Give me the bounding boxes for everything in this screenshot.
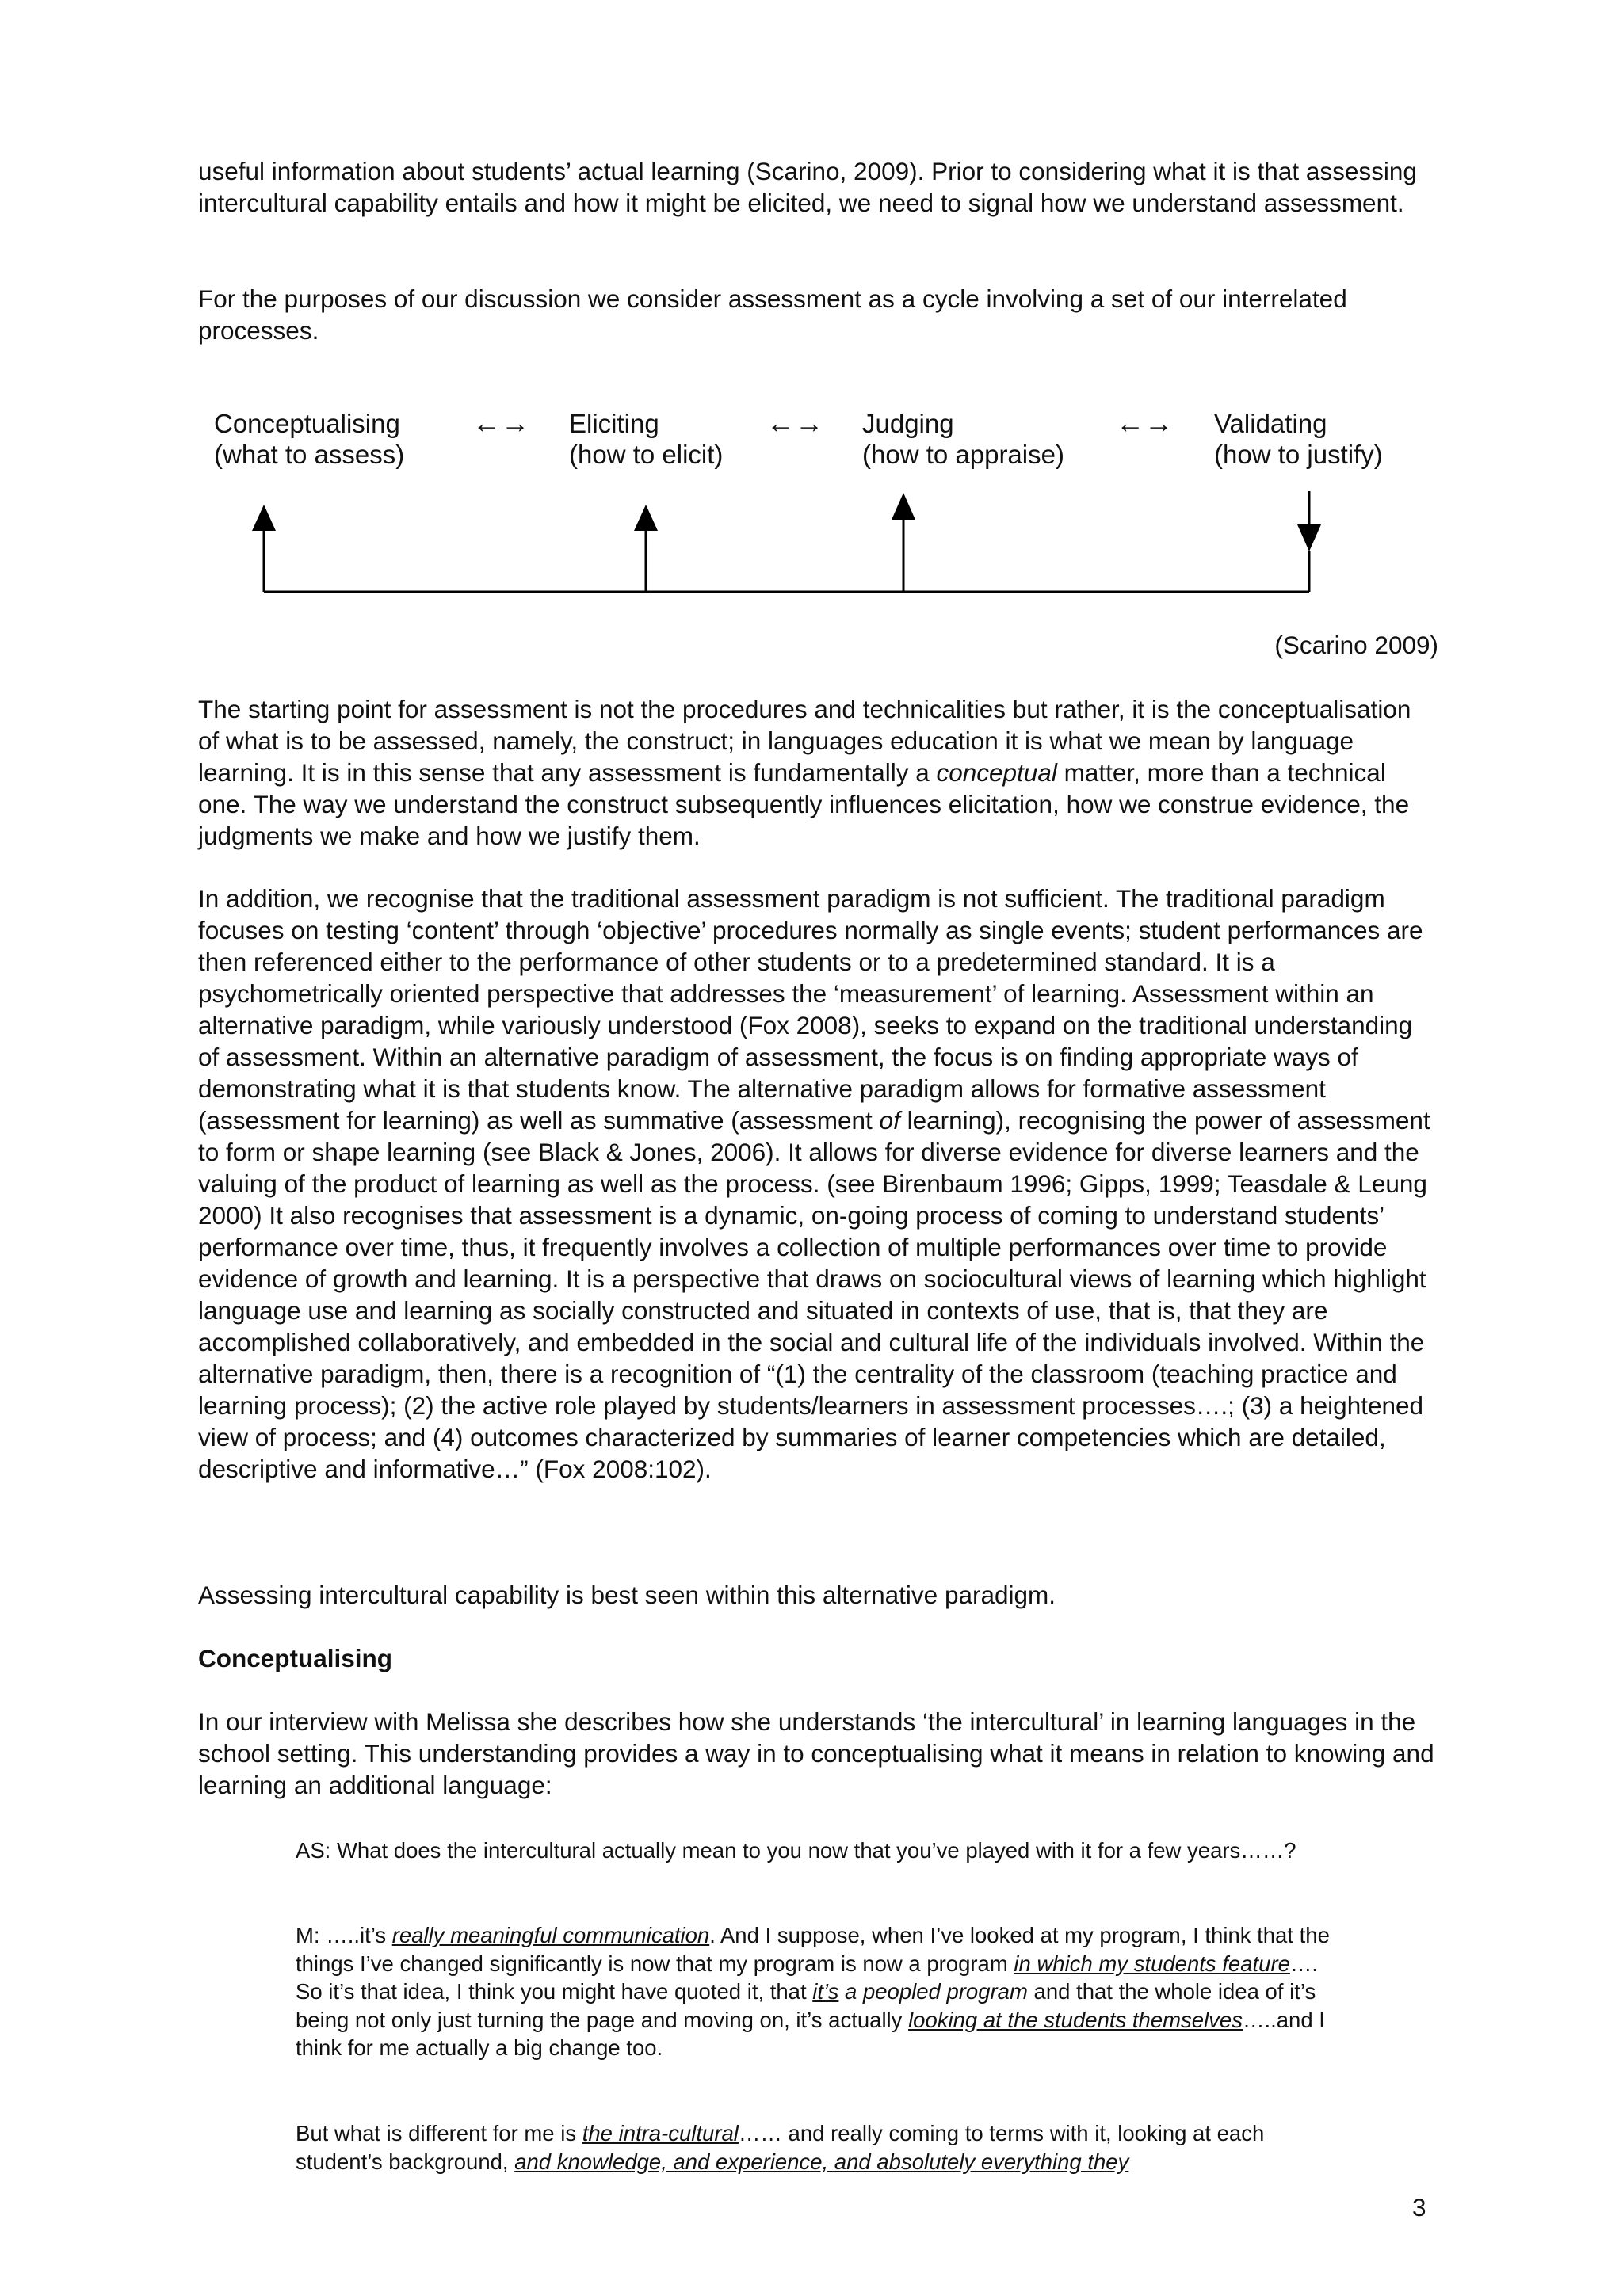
stage-name: Eliciting (569, 409, 659, 438)
paragraph-alternative-paradigm: In addition, we recognise that the traditional assessment paradigm is not sufficient. The traditional paradigm focuses on testing ‘content’ through ‘objective’ procedures normally as single events; student performances are then referenced either to the performance of other students or to a predetermined standard. It is a psychometrically oriented perspective that addresses the ‘measurement’ of learning. Assessment within an alternative paradigm, while variously understood (Fox 2008), seeks to expand on the traditional understanding of assessment. Within an alternative paradigm of assessment, the focus is on finding appropriate ways of demonstrating what it is that students know. The alternative paradigm allows for formative assessment (assessment for learning) as well as summative (assessment of learning), recognising the power of assessment to form or shape learning (see Black & Jones, 2006). It allows for diverse evidence for diverse learners and the valuing of the product of learning as well as the process. (see Birenbaum 1996; Gipps, 1999; Teasdale & Leung 2000) It also recognises that assessment is a dynamic, on-going process of coming to understand students’ performance over time, thus, it frequently involves a collection of multiple performances over time to provide evidence of growth and learning. It is a perspective that draws on sociocultural views of learning which highlight language use and learning as socially constructed and situated in contexts of use, that is, that they are accomplished collaboratively, and embedded in the social and cultural life of the individuals involved. Within the alternative paradigm, then, there is a recognition of “(1) the centrality of the classroom (teaching practice and learning process); (2) the active role played by students/learners in assessment processes….; (3) a heightened view of process; and (4) outcomes characterized by summaries of learner competencies which are detailed, descriptive and informative…” (Fox 2008:102). (198, 884, 1430, 1483)
stage-sub: (how to elicit) (569, 440, 724, 469)
bidirectional-arrow-icon: ←→ (472, 406, 529, 439)
paragraph-interview: In our interview with Melissa she describes how she understands ‘the intercultural’ in learning languages in the school setting. This understanding provides a way in to conceptualising what it means in relation to knowing and learning an additional language: (198, 1707, 1434, 1799)
stage-sub: (how to justify) (1214, 440, 1383, 469)
stage-sub: (what to assess) (214, 440, 405, 469)
bidirectional-arrow-icon: ←→ (766, 406, 823, 439)
stage-sub: (how to appraise) (862, 440, 1064, 469)
stage-name: Validating (1214, 409, 1327, 438)
down-arrow-icon (1297, 524, 1321, 551)
paragraph-assessing: Assessing intercultural capability is best seen within this alternative paradigm. (198, 1581, 1056, 1609)
interview-quote-answer: M: …..it’s really meaningful communication. And I suppose, when I’ve looked at my program, I think that the things I’ve changed significantly is now that my program is now a program in which my students feature…. So it’s that idea, I think you might have quoted it, that it’s a peopled program and that the whole idea of it’s being not only just turning the page and moving on, it’s actually looking at the students themselves…..and I think for me actually a big change too. (296, 1923, 1330, 2060)
up-arrow-icon (892, 493, 915, 520)
diagram-citation: (Scarino 2009) (1274, 631, 1438, 659)
feedback-arrows (0, 0, 1623, 634)
up-arrow-icon (252, 505, 276, 531)
stage-name: Conceptualising (214, 409, 400, 438)
section-heading: Conceptualising (198, 1644, 393, 1672)
up-arrow-icon (634, 505, 658, 531)
interview-quote-continued: But what is different for me is the intra-cultural…… and really coming to terms with it, looking at each student’s background, and knowledge, and experience, and absolutely everything they (296, 2121, 1265, 2174)
interview-quote-question: AS: What does the intercultural actually mean to you now that you’ve played with it for a few years……? (296, 1838, 1296, 1863)
stage-name: Judging (862, 409, 954, 438)
page-number: 3 (1412, 2193, 1426, 2222)
paragraph-starting-point: The starting point for assessment is not the procedures and technicalities but rather, it is the conceptualisation of what is to be assessed, namely, the construct; in languages education it is what we mean by language learning. It is in this sense that any assessment is fundamentally a conceptual matter, more than a technical one. The way we understand the construct subsequently influences elicitation, how we construe evidence, the judgments we make and how we justify them. (198, 695, 1411, 850)
intro-paragraph-1: useful information about students’ actual learning (Scarino, 2009). Prior to considering what it is that assessing intercultural capability entails and how it might be elicited, we need to signal how we understand assessment. (198, 157, 1417, 217)
bidirectional-arrow-icon: ←→ (1116, 406, 1173, 439)
intro-paragraph-2: For the purposes of our discussion we consider assessment as a cycle involving a set of our interrelated processes. (198, 284, 1347, 345)
